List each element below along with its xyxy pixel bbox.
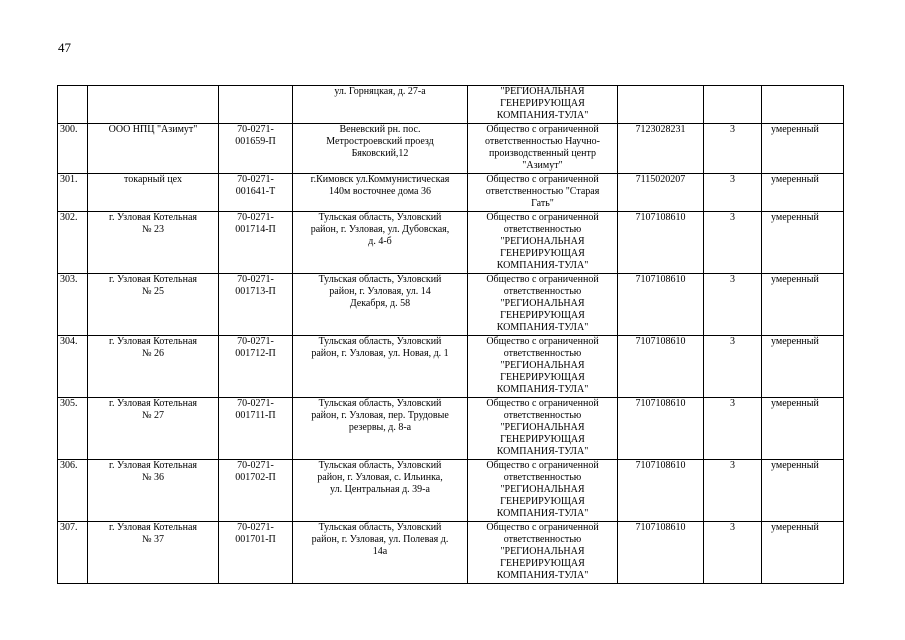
- address-line: Тульская область, Узловский: [318, 522, 442, 533]
- table-row-continuation: [58, 86, 844, 124]
- registry-code-line: 70-0271-: [237, 212, 274, 223]
- page-number: 47: [58, 40, 71, 55]
- object-name-line: № 27: [141, 410, 165, 421]
- registry-code-line: 001711-П: [235, 410, 276, 421]
- risk-class-cell: умеренный: [762, 336, 844, 398]
- operator-cell: [468, 124, 618, 174]
- object-name-line: г. Узловая Котельная: [108, 212, 198, 223]
- address-cell: [293, 460, 468, 522]
- inn-cell: 7115020207: [618, 174, 704, 212]
- operator-line: "РЕГИОНАЛЬНАЯ: [500, 546, 585, 557]
- risk-class-cell: умеренный: [762, 212, 844, 274]
- address-line: 140м восточнее дома 36: [328, 186, 431, 197]
- operator-line: ответственностью: [503, 286, 582, 297]
- registry-code-line: 70-0271-: [237, 274, 274, 285]
- operator-line: "РЕГИОНАЛЬНАЯ: [500, 360, 585, 371]
- address-cell: [293, 174, 468, 212]
- registry-code-line: 70-0271-: [237, 460, 274, 471]
- operator-line: "РЕГИОНАЛЬНАЯ: [500, 422, 585, 433]
- operator-line: Гать": [531, 198, 554, 209]
- category-cell: 3: [704, 124, 762, 174]
- operator-line: "РЕГИОНАЛЬНАЯ: [500, 86, 585, 97]
- object-name-cell: [88, 460, 219, 522]
- object-name-cell: [88, 274, 219, 336]
- address-cell: [293, 124, 468, 174]
- operator-line: Общество с ограниченной: [486, 522, 599, 533]
- address-line: Веневский рн. пос.: [339, 124, 421, 135]
- category-cell: [704, 86, 762, 124]
- row-number-cell: 300.: [58, 124, 88, 174]
- table-row: [58, 522, 844, 584]
- address-line: район, г. Узловая, ул. 14: [329, 286, 431, 297]
- row-number-cell: 302.: [58, 212, 88, 274]
- registry-code-line: 001713-П: [235, 286, 276, 297]
- address-line: Тульская область, Узловский: [318, 460, 442, 471]
- operator-cell: [468, 336, 618, 398]
- operator-line: КОМПАНИЯ-ТУЛА": [496, 322, 589, 333]
- address-line: Метростроевский проезд: [326, 136, 434, 147]
- address-line: район, г. Узловая, пер. Трудовые: [311, 410, 449, 421]
- registry-code-line: 001714-П: [235, 224, 276, 235]
- object-name-line: № 25: [141, 286, 165, 297]
- operator-line: "РЕГИОНАЛЬНАЯ: [500, 236, 585, 247]
- category-cell: 3: [704, 336, 762, 398]
- operator-line: Общество с ограниченной: [486, 460, 599, 471]
- row-number-cell: 306.: [58, 460, 88, 522]
- address-line: район, г. Узловая, ул. Полевая д.: [311, 534, 449, 545]
- registry-code-line: 70-0271-: [237, 336, 274, 347]
- inn-cell: 7107108610: [618, 460, 704, 522]
- object-name-line: № 23: [141, 224, 165, 235]
- risk-class-cell: [762, 86, 844, 124]
- operator-line: "Азимут": [522, 160, 563, 171]
- table-row: [58, 212, 844, 274]
- operator-cell: [468, 274, 618, 336]
- risk-class-cell: умеренный: [762, 174, 844, 212]
- operator-line: ГЕНЕРИРУЮЩАЯ: [500, 98, 585, 109]
- table-row: [58, 336, 844, 398]
- row-number-cell: 301.: [58, 174, 88, 212]
- operator-cell: [468, 522, 618, 584]
- object-name-cell: [88, 398, 219, 460]
- registry-code-line: 001659-П: [235, 136, 276, 147]
- operator-line: КОМПАНИЯ-ТУЛА": [496, 508, 589, 519]
- address-line: Тульская область, Узловский: [318, 274, 442, 285]
- address-line: ул. Центральная д. 39-а: [330, 484, 430, 495]
- operator-line: ГЕНЕРИРУЮЩАЯ: [500, 372, 585, 383]
- category-cell: 3: [704, 460, 762, 522]
- operator-line: Общество с ограниченной: [486, 174, 599, 185]
- registry-code-cell: [219, 86, 293, 124]
- operator-line: ГЕНЕРИРУЮЩАЯ: [500, 248, 585, 259]
- object-name-line: г. Узловая Котельная: [108, 336, 198, 347]
- inn-cell: 7107108610: [618, 522, 704, 584]
- category-cell: 3: [704, 212, 762, 274]
- table-row: [58, 174, 844, 212]
- operator-cell: [468, 212, 618, 274]
- object-name-line: г. Узловая Котельная: [108, 522, 198, 533]
- row-number-cell: 304.: [58, 336, 88, 398]
- registry-code-line: 70-0271-: [237, 124, 274, 135]
- operator-line: Общество с ограниченной: [486, 336, 599, 347]
- registry-code-line: 001702-П: [235, 472, 276, 483]
- risk-class-cell: умеренный: [762, 522, 844, 584]
- risk-class-cell: умеренный: [762, 460, 844, 522]
- object-name-cell: [88, 522, 219, 584]
- address-cell: [293, 86, 468, 124]
- registry-code-line: 001641-Т: [235, 186, 276, 197]
- operator-line: ответственностью: [503, 534, 582, 545]
- object-name-line: токарный цех: [124, 174, 182, 185]
- object-name-line: № 26: [141, 348, 165, 359]
- risk-class-cell: умеренный: [762, 124, 844, 174]
- object-name-line: № 36: [141, 472, 165, 483]
- address-cell: [293, 212, 468, 274]
- operator-line: КОМПАНИЯ-ТУЛА": [496, 570, 589, 581]
- operator-line: ответственностью: [503, 472, 582, 483]
- operator-cell: [468, 86, 618, 124]
- address-line: Бяковский,12: [351, 148, 409, 159]
- registry-code-cell: [219, 174, 293, 212]
- address-line: район, г. Узловая, ул. Новая, д. 1: [311, 348, 449, 359]
- object-name-cell: [88, 336, 219, 398]
- registry-code-cell: [219, 124, 293, 174]
- registry-code-cell: [219, 336, 293, 398]
- address-line: 14а: [372, 546, 388, 557]
- operator-line: Общество с ограниченной: [486, 124, 599, 135]
- operator-line: ГЕНЕРИРУЮЩАЯ: [500, 310, 585, 321]
- inn-cell: 7107108610: [618, 274, 704, 336]
- operator-line: ГЕНЕРИРУЮЩАЯ: [500, 558, 585, 569]
- object-name-line: № 37: [141, 534, 165, 545]
- address-line: ул. Горняцкая, д. 27-а: [334, 86, 426, 97]
- object-name-cell: [88, 86, 219, 124]
- object-name-line: г. Узловая Котельная: [108, 460, 198, 471]
- address-line: район, г. Узловая, с. Ильинка,: [317, 472, 443, 483]
- operator-line: КОМПАНИЯ-ТУЛА": [496, 110, 589, 121]
- address-line: г.Кимовск ул.Коммунистическая: [310, 174, 450, 185]
- row-number-cell: 305.: [58, 398, 88, 460]
- operator-line: Общество с ограниченной: [486, 398, 599, 409]
- registry-code-line: 70-0271-: [237, 398, 274, 409]
- address-line: Тульская область, Узловский: [318, 212, 442, 223]
- address-line: Тульская область, Узловский: [318, 336, 442, 347]
- category-cell: 3: [704, 522, 762, 584]
- object-name-cell: [88, 124, 219, 174]
- registry-code-cell: [219, 398, 293, 460]
- operator-line: "РЕГИОНАЛЬНАЯ: [500, 484, 585, 495]
- table-row: [58, 124, 844, 174]
- inn-cell: 7107108610: [618, 212, 704, 274]
- operator-line: ГЕНЕРИРУЮЩАЯ: [500, 434, 585, 445]
- object-name-cell: [88, 174, 219, 212]
- row-number-cell: 307.: [58, 522, 88, 584]
- operator-line: КОМПАНИЯ-ТУЛА": [496, 384, 589, 395]
- operator-line: производственный центр: [489, 148, 596, 159]
- registry-code-line: 70-0271-: [237, 522, 274, 533]
- row-number-cell: 303.: [58, 274, 88, 336]
- address-line: Тульская область, Узловский: [318, 398, 442, 409]
- inn-cell: 7107108610: [618, 336, 704, 398]
- registry-code-cell: [219, 460, 293, 522]
- address-line: район, г. Узловая, ул. Дубовская,: [310, 224, 450, 235]
- inn-cell: 7107108610: [618, 398, 704, 460]
- object-name-line: г. Узловая Котельная: [108, 274, 198, 285]
- object-name-line: ООО НПЦ "Азимут": [108, 124, 198, 135]
- operator-line: КОМПАНИЯ-ТУЛА": [496, 260, 589, 271]
- registry-table-body: [58, 86, 844, 584]
- row-number-cell: [58, 86, 88, 124]
- object-name-line: г. Узловая Котельная: [108, 398, 198, 409]
- category-cell: 3: [704, 174, 762, 212]
- registry-code-line: 001712-П: [235, 348, 276, 359]
- operator-line: ответственностью "Старая: [485, 186, 600, 197]
- registry-code-line: 70-0271-: [237, 174, 274, 185]
- risk-class-cell: умеренный: [762, 274, 844, 336]
- operator-cell: [468, 174, 618, 212]
- registry-code-cell: [219, 212, 293, 274]
- operator-cell: [468, 398, 618, 460]
- operator-line: КОМПАНИЯ-ТУЛА": [496, 446, 589, 457]
- registry-table: [57, 85, 844, 584]
- operator-cell: [468, 460, 618, 522]
- table-row: [58, 398, 844, 460]
- operator-line: ответственностью: [503, 410, 582, 421]
- registry-code-cell: [219, 522, 293, 584]
- operator-line: ГЕНЕРИРУЮЩАЯ: [500, 496, 585, 507]
- registry-code-line: 001701-П: [235, 534, 276, 545]
- operator-line: ответственностью Научно-: [485, 136, 600, 147]
- address-cell: [293, 398, 468, 460]
- category-cell: 3: [704, 274, 762, 336]
- address-cell: [293, 522, 468, 584]
- operator-line: ответственностью: [503, 224, 582, 235]
- inn-cell: 7123028231: [618, 124, 704, 174]
- operator-line: "РЕГИОНАЛЬНАЯ: [500, 298, 585, 309]
- operator-line: ответственностью: [503, 348, 582, 359]
- address-cell: [293, 274, 468, 336]
- table-row: [58, 274, 844, 336]
- registry-code-cell: [219, 274, 293, 336]
- risk-class-cell: умеренный: [762, 398, 844, 460]
- inn-cell: [618, 86, 704, 124]
- category-cell: 3: [704, 398, 762, 460]
- operator-line: Общество с ограниченной: [486, 274, 599, 285]
- address-line: резервы, д. 8-а: [348, 422, 412, 433]
- address-line: Декабря, д. 58: [349, 298, 411, 309]
- object-name-cell: [88, 212, 219, 274]
- address-line: д. 4-б: [368, 236, 392, 247]
- address-cell: [293, 336, 468, 398]
- operator-line: Общество с ограниченной: [486, 212, 599, 223]
- table-row: [58, 460, 844, 522]
